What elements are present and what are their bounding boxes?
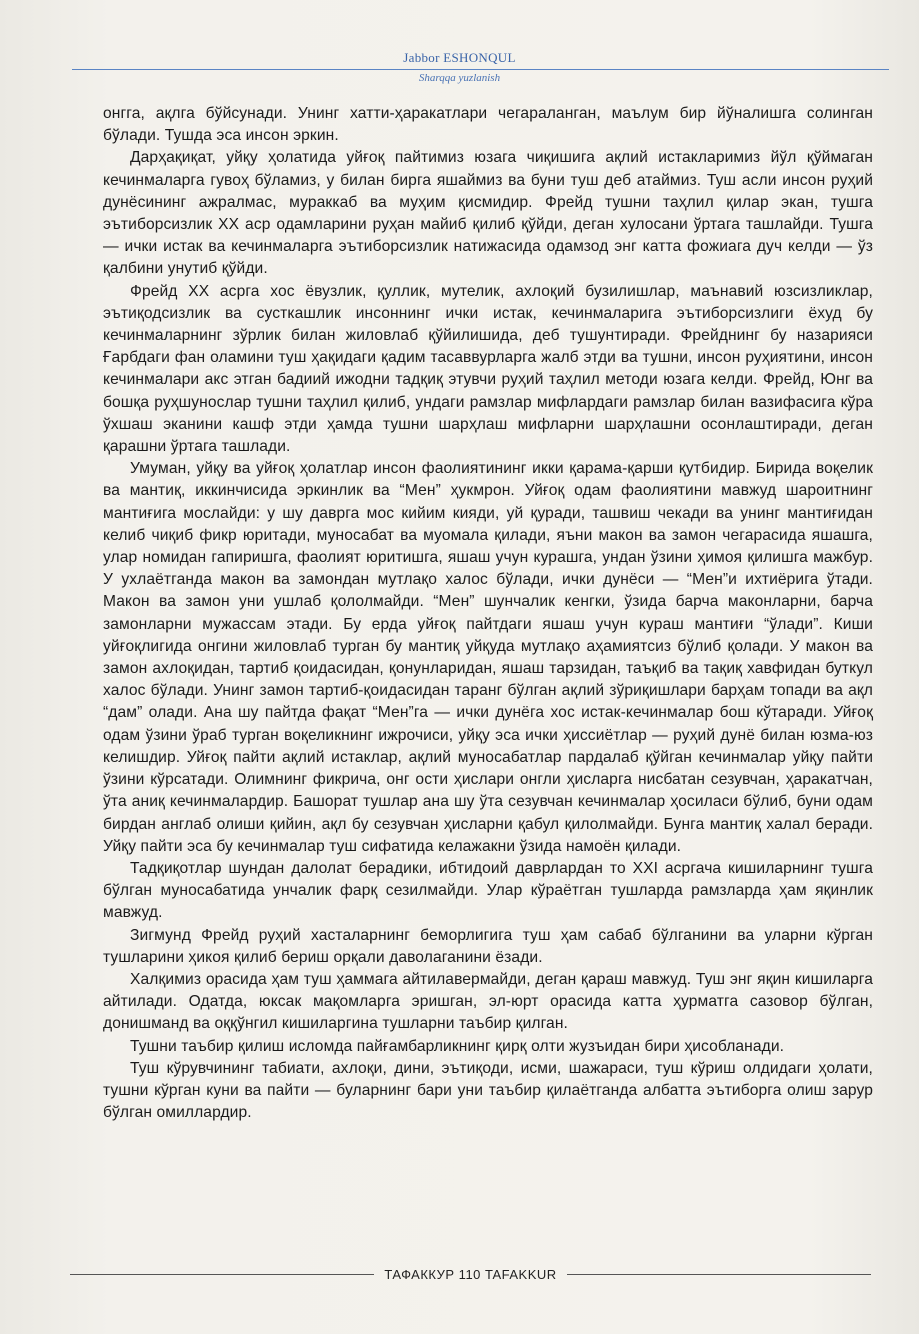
- paragraph: Тушни таъбир қилиш исломда пайғамбарликнинг қирқ олти жузъидан бири ҳисобланади.: [130, 1037, 785, 1055]
- paragraph: онгга, ақлга бўйсунади. Унинг хатти-ҳаракатлари чегараланган, маълум бир йўналишга солинган бўлади. Тушда эса инсон эркин.: [103, 105, 873, 145]
- paragraph: Фрейд XX асрга хос ёвузлик, қуллик, мутелик, ахлоқий бузилишлар, маънавий юзсизликлар, эътиқодсизлик ва сусткашлик инсоннинг ички истак, кечинмаларига эътиборсизлиги ёхуд бу кечинмаларнинг зўрлик билан жиловлаб қўйилишида, деб тушунтиради. Фрейднинг бу назарияси Ғарбдаги фан оламини туш ҳақидаги қадим тасаввурларга жалб этди ва тушни, инсон руҳиятини, инсон кечинмалари акс этган бадиий ижодни тадқиқ этувчи руҳий таҳлил методи юзага келди. Фрейд, Юнг ва бошқа руҳшунослар тушни таҳлил қилиб, ундаги рамзлар мифлардаги рамзлар билан вазифасига кўра ўхшаш эканини кашф этди ҳамда тушни шарҳлаш мифларни шарҳлашни осонлаштиради, деган қарашни ўртага ташлади.: [103, 282, 873, 456]
- header-rule: [72, 69, 889, 70]
- paragraph: Халқимиз орасида ҳам туш ҳаммага айтилавермайди, деган қараш мавжуд. Туш энг яқин кишиларга айтилади. Одатда, юксак мақомларга эришган, эл-юрт орасида катта ҳурматга сазовор бўлган, донишманд ва оққўнгил кишиларгина тушларни таъбир қилган.: [103, 970, 873, 1033]
- footer-page-label: ТАФАККУР 110 TAFAKKUR: [384, 1266, 557, 1282]
- paragraph: Умуман, уйқу ва уйғоқ ҳолатлар инсон фаолиятининг икки қарама-қарши қутбидир. Бирида воқелик ва мантиқ, иккинчисида эркинлик ва “Мен” ҳукмрон. Уйғоқ одам фаолиятини мавжуд шароитнинг мантиғига мослайди: у шу даврга мос кийим кияди, уй қуради, ташвиш чекади ва унинг мантиғидан келиб чиқиб фикр юритади, муносабат ва муомала қилади, яъни макон ва замон чегарасида яшашга, улар номидан гапиришга, фаолият юритишга, яшаш учун курашга, ундан ўзини ҳимоя қилишга мажбур. У ухлаётганда макон ва замондан мутлақо халос бўлади, ички дунёси — “Мен”и ихтиёрига ўтади. Макон ва замон уни ушлаб қололмайди. “Мен” шунчалик кенгки, ўзида барча маконларни, барча замонларни мужассам этади. Бу ерда уйғоқ пайтдаги яшаш учун кураш мантиғи “ўлади”. Киши уйғоқлигида онгини жиловлаб турган бу мантиқ уйқуда мутлақо аҳамиятсиз бўлиб қолади. У макон ва замон ахлоқидан, тартиб қоидасидан, қонунларидан, яшаш тарзидан, таъқиб ва тақиқ хавфидан буткул халос бўлади. Унинг замон тартиб-қоидасидан таранг бўлган ақлий зўриқишлари барҳам топади ва ақл “дам” олади. Ана шу пайтда фақат “Мен”га — ички дунёга хос истак-кечинмалар бош кўтаради. Уйғоқ одам ўзини ўраб турган воқеликнинг ижрочиси, уйқу эса ички ҳиссиётлар — руҳий дунё билан юзма-юз келишдир. Уйғоқ пайти ақлий истаклар, ақлий муносабатлар пардалаб қўйган кечинмалар уйқу пайти ўзини кўрсатади. Олимнинг фикрича, онг ости ҳислари онгли ҳисларга нисбатан сезувчан, ҳаракатчан, ўта аниқ кечинмалардир. Башорат тушлар ана шу ўта сезувчан кечинмалар ҳосиласи бўлиб, буни одам бирдан англаб олиши қийин, ақл бу сезувчан ҳисларни қабул қилолмайди. Бунга мантиқ халал беради. Уйқу пайти эса бу кечинмалар туш сифатида келажакни ўзида намоён қилади.: [103, 460, 873, 855]
- paragraph: Туш кўрувчининг табиати, ахлоқи, дини, эътиқоди, исми, шажараси, туш кўриш олдидаги ҳолати, тушни кўрган куни ва пайти — буларнинг бари уни таъбир қилаётганда албатта эътиборга олиш зарур бўлган омиллардир.: [103, 1059, 873, 1122]
- paragraph: Зигмунд Фрейд руҳий хасталарнинг беморлигига туш ҳам сабаб бўлганини ва уларни кўрган тушларини ҳикоя қилиб бериш орқали даволаганини ёзади.: [103, 926, 873, 966]
- header-subtitle: Sharqqa yuzlanish: [418, 72, 501, 84]
- footer-rule-left: [70, 1274, 374, 1275]
- running-header: [0, 40, 919, 90]
- article-body: [103, 103, 873, 1124]
- paragraph: Тадқиқотлар шундан далолат берадики, ибтидоий даврлардан то XXI асргача кишиларнинг тушга бўлган муносабатида унчалик фарқ сезилмайди. Улар кўраётган тушларда рамзларда ҳам яқинлик мавжуд.: [103, 859, 873, 922]
- header-author: Jabbor ESHONQUL: [403, 50, 516, 65]
- footer-rule-right: [567, 1274, 871, 1275]
- paragraph: Дарҳақиқат, уйқу ҳолатида уйғоқ пайтимиз юзага чиқишига ақлий истакларимиз йўл қўймаган кечинмаларга гувоҳ бўламиз, у билан бирга яшаймиз ва буни туш деб атаймиз. Туш асли инсон руҳий дунёсининг ажралмас, мураккаб ва муҳим қисмидир. Фрейд тушни таҳлил қилар экан, тушга эътиборсизлик XX аср одамларини руҳан майиб қилиб қўйди, деган хулосани ўртага ташлайди. Тушга — ички истак ва кечинмаларга эътиборсизлик натижасида одамзод энг катта фожиага дуч келди — ўз қалбини унутиб қўйди.: [103, 149, 873, 278]
- page-footer: [70, 1264, 871, 1284]
